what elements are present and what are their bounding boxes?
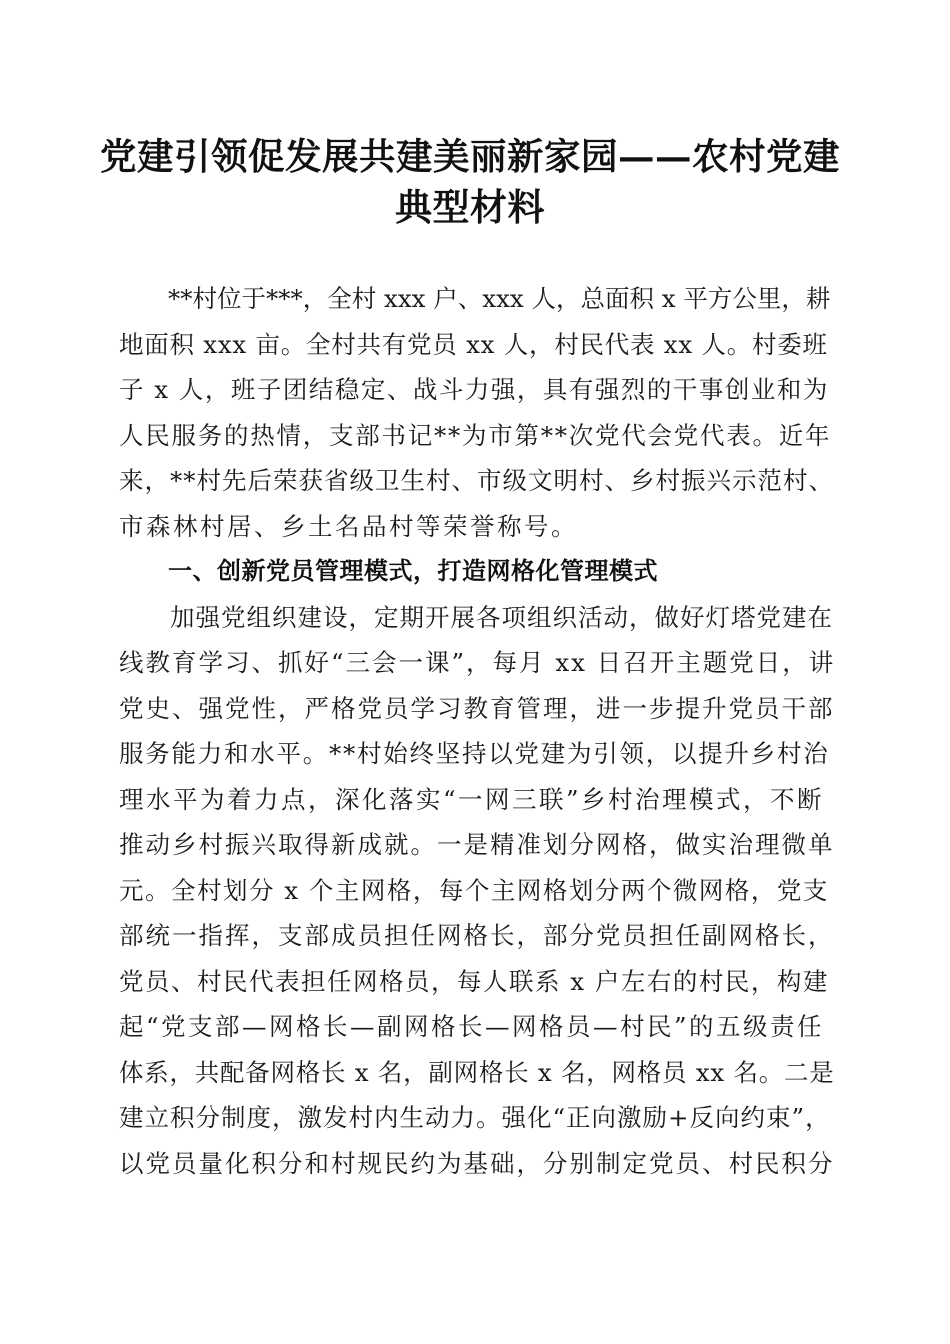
- section-heading: 一、创新党员管理模式，打造网格化管理模式: [119, 557, 658, 585]
- body-line: 地面积 xxx 亩。全村共有党员 xx 人，村民代表 xx 人。村委班: [119, 329, 828, 359]
- body-line: 市森林村居、乡土名品村等荣誉称号。: [119, 511, 578, 541]
- document-title: [100, 132, 840, 232]
- document-body: [119, 276, 835, 1186]
- body-line: 加强党组织建设，定期开展各项组织活动，做好灯塔党建在: [119, 602, 833, 632]
- body-line: 服务能力和水平。**村始终坚持以党建为引领，以提升乡村治: [119, 739, 830, 768]
- body-line: 理水平为着力点，深化落实“一网三联”乡村治理模式，不断: [119, 784, 825, 814]
- body-line: 来，**村先后荣获省级卫生村、市级文明村、乡村振兴示范村、: [119, 466, 834, 495]
- body-line: **村位于***，全村 xxx 户、xxx 人，总面积 x 平方公里，耕: [119, 284, 831, 313]
- body-line: 人民服务的热情，支部书记**为市第**次党代会党代表。近年: [119, 420, 832, 450]
- body-line: 党史、强党性，严格党员学习教育管理，进一步提升党员干部: [119, 693, 835, 723]
- title-line-1: 党建引领促发展共建美丽新家园——农村党建: [100, 135, 840, 178]
- body-line: 部统一指挥，支部成员担任网格长，部分党员担任副网格长，: [119, 921, 835, 950]
- title-line-2: 典型材料: [395, 185, 545, 229]
- body-line: 起“党支部—网格长—副网格长—网格员—村民”的五级责任: [119, 1012, 825, 1041]
- body-line: 推动乡村振兴取得新成就。一是精准划分网格，做实治理微单: [119, 830, 835, 859]
- body-line: 建立积分制度，激发村内生动力。强化“正向激励+反向约束”，: [119, 1103, 831, 1132]
- body-line: 线教育学习、抓好“三会一课”，每月 xx 日召开主题党日，讲: [119, 648, 836, 677]
- body-line: 体系，共配备网格长 x 名，副网格长 x 名，网格员 xx 名。二是: [119, 1057, 835, 1087]
- body-line: 子 x 人，班子团结稳定、战斗力强，具有强烈的干事创业和为: [119, 375, 829, 404]
- body-line: 元。全村划分 x 个主网格，每个主网格划分两个微网格，党支: [119, 875, 829, 905]
- body-line: 以党员量化积分和村规民约为基础，分别制定党员、村民积分: [119, 1148, 835, 1178]
- body-line: 党员、村民代表担任网格员，每人联系 x 户左右的村民，构建: [119, 966, 829, 996]
